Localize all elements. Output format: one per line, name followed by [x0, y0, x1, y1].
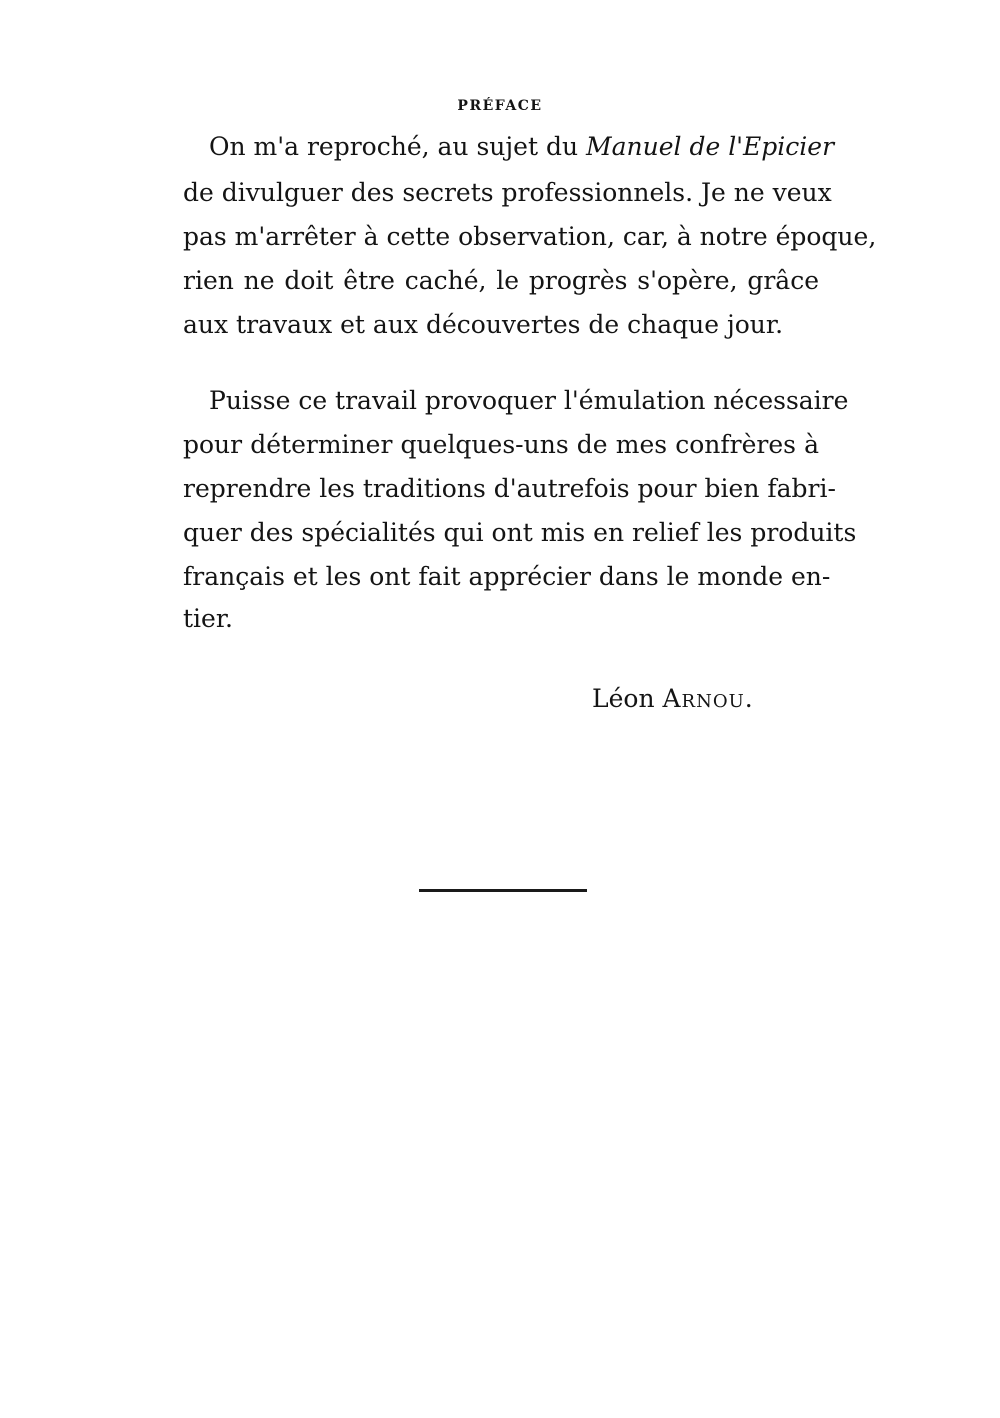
signature [592, 684, 754, 714]
paragraph-2-line-2: pour déterminer quelques-uns de mes confrères à [183, 430, 819, 459]
paragraph-1-line-3: pas m'arrêter à cette observation, car, à notre époque, [183, 222, 877, 251]
paragraph-1-line-4: rien ne doit être caché, le progrès s'opère, grâce [183, 266, 819, 295]
paragraph-1-line-2: de divulguer des secrets professionnels. Je ne veux [183, 178, 832, 207]
paragraph-2-line-4: quer des spécialités qui ont mis en relief les produits [183, 518, 857, 547]
paragraph-1-line-1 [209, 132, 835, 162]
paragraph-1-line-5: aux travaux et aux découvertes de chaque jour. [183, 310, 784, 339]
paragraph-2-line-6: tier. [183, 604, 233, 633]
end-rule [419, 889, 587, 892]
signature-first-name: Léon [592, 684, 663, 713]
book-title: Manuel de l'Epicier [586, 132, 835, 161]
paragraph-2-line-1: Puisse ce travail provoquer l'émulation nécessaire [209, 386, 849, 415]
paragraph-1-line-1-text: On m'a reproché, au sujet du [209, 132, 586, 161]
paragraph-2-line-3: reprendre les traditions d'autrefois pour bien fabri- [183, 474, 836, 503]
paragraph-2-line-5: français et les ont fait apprécier dans le monde en- [183, 562, 831, 591]
running-head: PRÉFACE [457, 98, 543, 114]
signature-last-name: Arnou. [662, 684, 754, 713]
